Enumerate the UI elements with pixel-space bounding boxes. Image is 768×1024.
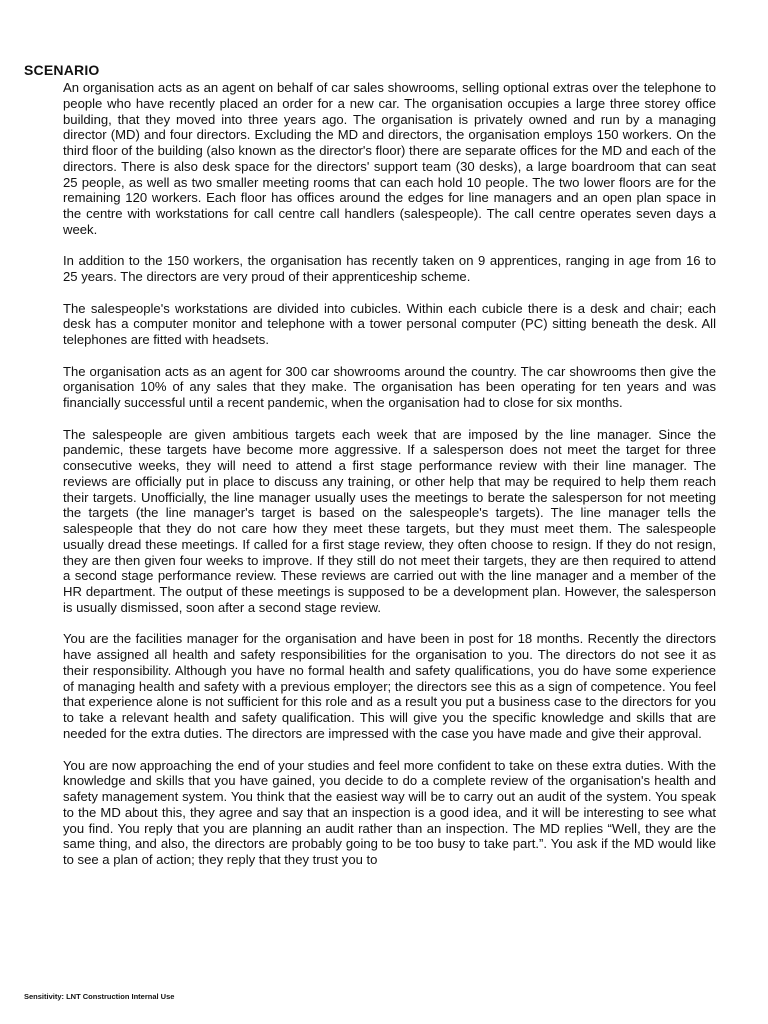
paragraph: The salespeople are given ambitious targets each week that are imposed by the line manager. Since the pandemic, these targets have become more aggressive. If a salesperson does not meet the target for three consecutive weeks, they will need to attend a first stage performance review with their line manager. The reviews are officially put in place to discuss any training, or other help that may be required to help them reach their targets. Unofficially, the line manager usually uses the meetings to berate the salesperson for not meeting the targets (the line manager's target is based on the salespeople's targets). The line manager tells the salespeople that they do not care how they meet these targets, but they must meet them. The salespeople usually dread these meetings. If called for a first stage review, they often choose to resign. If they do not resign, they are then given four weeks to improve. If they still do not meet their targets, they are then required to attend a second stage performance review. These reviews are carried out with the line manager and a member of the HR department. The output of these meetings is supposed to be a development plan. However, the salesperson is usually dismissed, soon after a second stage review.: [63, 426, 716, 615]
paragraph: The organisation acts as an agent for 300 car showrooms around the country. The car showrooms then give the organisation 10% of any sales that they make. The organisation has been operating for ten years and was financially successful until a recent pandemic, when the organisation had to close for six months.: [63, 363, 716, 411]
paragraph: You are now approaching the end of your studies and feel more confident to take on these extra duties. With the knowledge and skills that you have gained, you decide to do a complete review of the organisation's health and safety management system. You think that the easiest way will be to carry out an audit of the system. You speak to the MD about this, they agree and say that an inspection is a good idea, and it will be interesting to see what you find. You reply that you are planning an audit rather than an inspection. The MD replies “Well, they are the same thing, and also, the directors are probably going to be too busy to take part.”. You ask if the MD would like to see a plan of action; they reply that they trust you to: [63, 757, 716, 868]
sensitivity-footer: Sensitivity: LNT Construction Internal Use: [24, 992, 175, 1001]
scenario-body: [63, 80, 716, 884]
paragraph: The salespeople's workstations are divided into cubicles. Within each cubicle there is a desk and chair; each desk has a computer monitor and telephone with a tower personal computer (PC) sitting beneath the desk. All telephones are fitted with headsets.: [63, 300, 716, 348]
paragraph: You are the facilities manager for the organisation and have been in post for 18 months. Recently the directors have assigned all health and safety responsibilities for the organisation to you. The directors do not see it as their responsibility. Although you have no formal health and safety qualifications, you do have some experience of managing health and safety with a previous employer; the directors see this as a sign of competence. You feel that experience alone is not sufficient for this role and as a result you put a business case to the directors for you to take a relevant health and safety qualification. This will give you the specific knowledge and skills that are needed for the extra duties. The directors are impressed with the case you have made and give their approval.: [63, 631, 716, 741]
paragraph: An organisation acts as an agent on behalf of car sales showrooms, selling optional extras over the telephone to people who have recently placed an order for a new car. The organisation occupies a large three storey office building, that they moved into three years ago. The organisation is privately owned and run by a managing director (MD) and four directors. Excluding the MD and directors, the organisation employs 150 workers. On the third floor of the building (also known as the director's floor) there are separate offices for the MD and each of the directors. There is also desk space for the directors' support team (30 desks), a large boardroom that can seat 25 people, as well as two smaller meeting rooms that can each hold 10 people. The two lower floors are for the remaining 120 workers. Each floor has offices around the edges for line managers and an open plan space in the centre with workstations for call centre call handlers (salespeople). The call centre operates seven days a week.: [63, 80, 716, 237]
section-heading: SCENARIO: [24, 62, 100, 78]
paragraph: In addition to the 150 workers, the organisation has recently taken on 9 apprentices, ranging in age from 16 to 25 years. The directors are very proud of their apprenticeship scheme.: [63, 253, 716, 285]
